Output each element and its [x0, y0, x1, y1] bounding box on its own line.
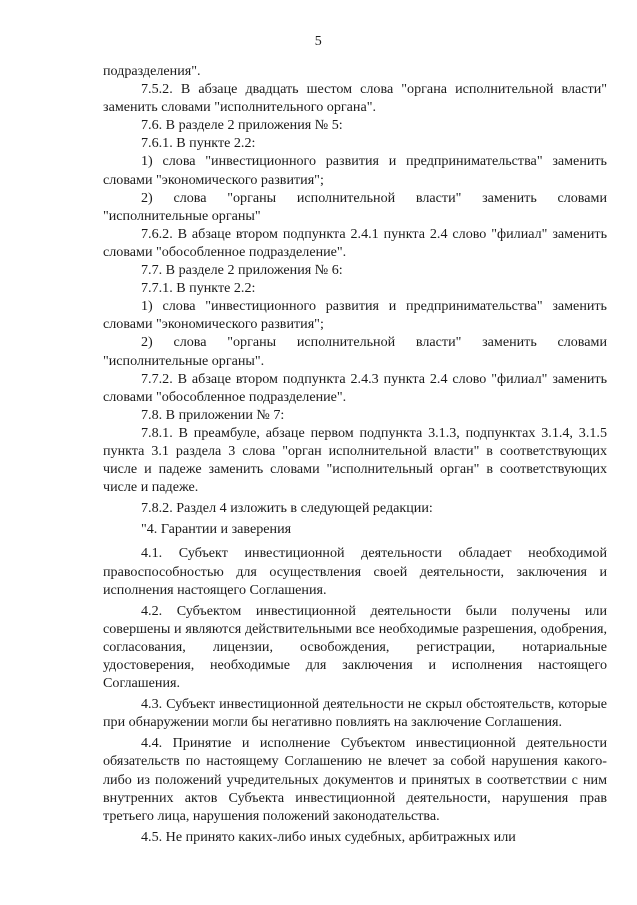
paragraph: 7.6. В разделе 2 приложения № 5: — [141, 117, 343, 134]
paragraph: 7.8.2. Раздел 4 изложить в следующей редакции: — [141, 500, 433, 517]
paragraph: 1) слова "инвестиционного развития и предпринимательства" заменить словами "экономического развития"; — [103, 153, 607, 188]
paragraph: подразделения". — [103, 63, 201, 79]
page-number: 5 — [314, 34, 323, 49]
paragraph: 7.8.1. В преамбуле, абзаце первом подпункта 3.1.3, подпунктах 3.1.4, 3.1.5 пункта 3.1 раздела 3 слова "орган исполнительной власти" в соответствующих числе и падеже заменить словами "исполнительный орган" в соответствующих числе и падеже. — [103, 424, 607, 496]
paragraph: 1) слова "инвестиционного развития и предпринимательства" заменить словами "экономического развития"; — [103, 298, 607, 333]
paragraph: 7.6.1. В пункте 2.2: — [141, 135, 256, 152]
paragraph: 7.7.2. В абзаце втором подпункта 2.4.3 пункта 2.4 слово "филиал" заменить словами "обособленное подразделение". — [103, 370, 607, 405]
document-body — [103, 62, 607, 846]
paragraph: 4.1. Субъект инвестиционной деятельности обладает необходимой правоспособностью для осуществления своей деятельности, заключения и исполнения настоящего Соглашения. — [103, 545, 607, 598]
paragraph: 7.6.2. В абзаце втором подпункта 2.4.1 пункта 2.4 слово "филиал" заменить словами "обособленное подразделение". — [103, 225, 607, 260]
paragraph: 4.2. Субъектом инвестиционной деятельности были получены или совершены и являются действительными все необходимые разрешения, одобрения, согласования, лицензии, освобождения, регистрации, нотариальные удостоверения, необходимые для заключения и исполнения настоящего Соглашения. — [103, 602, 607, 692]
paragraph: 4.3. Субъект инвестиционной деятельности не скрыл обстоятельств, которые при обнаружении могли бы негативно повлиять на заключение Соглашения. — [103, 696, 607, 731]
section-heading: "4. Гарантии и заверения — [141, 521, 292, 538]
paragraph: 4.5. Не принято каких-либо иных судебных, арбитражных или — [141, 828, 516, 845]
paragraph: 7.8. В приложении № 7: — [141, 406, 285, 423]
paragraph: 7.7. В разделе 2 приложения № 6: — [141, 262, 343, 279]
paragraph: 7.7.1. В пункте 2.2: — [141, 280, 256, 297]
paragraph: 2) слова "органы исполнительной власти" заменить словами "исполнительные органы". — [103, 334, 607, 369]
paragraph: 4.4. Принятие и исполнение Субъектом инвестиционной деятельности обязательств по настоящему Соглашению не влечет за собой нарушения какого-либо из положений учредительных документов и принятых в соответствии с ним внутренних актов Субъекта инвестиционной деятельности, нарушения прав третьего лица, нарушения положений законодательства. — [103, 735, 607, 824]
paragraph: 2) слова "органы исполнительной власти" заменить словами "исполнительные органы" — [103, 189, 607, 224]
paragraph: 7.5.2. В абзаце двадцать шестом слова "органа исполнительной власти" заменить словами "исполнительного органа". — [103, 81, 607, 116]
